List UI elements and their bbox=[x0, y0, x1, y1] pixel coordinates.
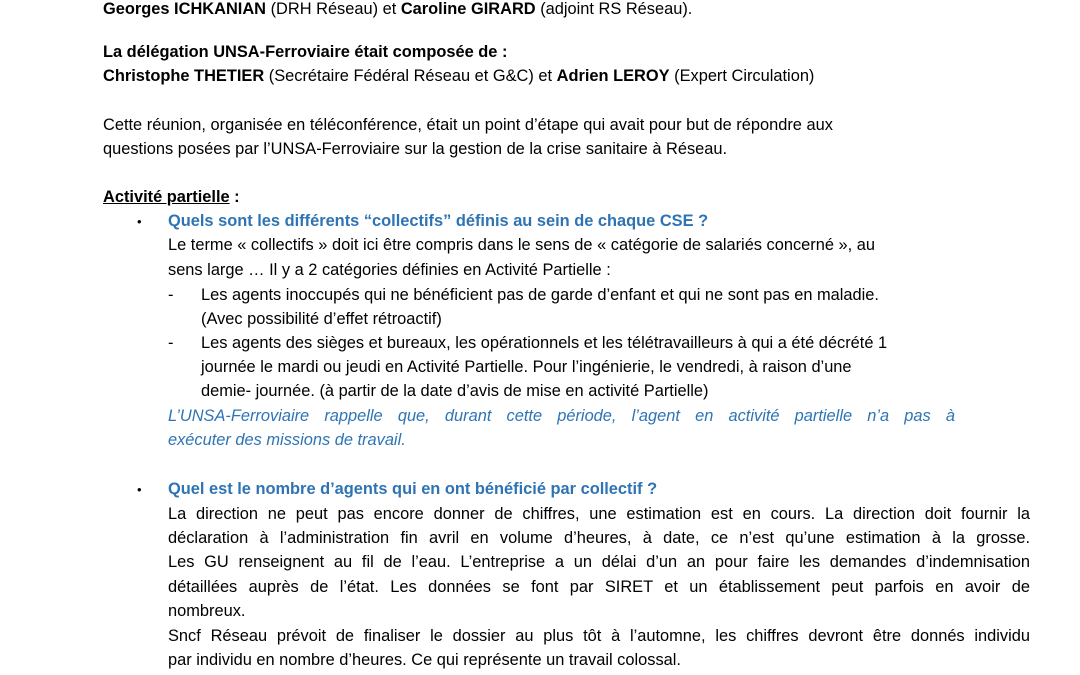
question-2: Quel est le nombre d’agents qui en ont bénéficié par collectif ? bbox=[168, 480, 658, 498]
answer-line: Les GU renseignent au fil de l’eau. L’entreprise a un délai d’un an pour faire les demandes d’indemnisation bbox=[168, 553, 1030, 571]
unsa-note-line: L’UNSA-Ferroviaire rappelle que, durant cette période, l’agent en activité partielle n’a pas à bbox=[168, 407, 955, 425]
attendee-name: Georges ICHKANIAN bbox=[103, 0, 267, 18]
intro-paragraph-line: questions posées par l’UNSA-Ferroviaire sur la gestion de la crise sanitaire à Réseau. bbox=[103, 140, 728, 158]
section-heading bbox=[103, 185, 240, 209]
attendee-name: Caroline GIRARD bbox=[400, 0, 536, 18]
subitem-line: journée le mardi ou jeudi en Activité Partielle. Pour l’ingénierie, le vendredi, à raison d’une bbox=[201, 358, 852, 376]
answer-line: Sncf Réseau prévoit de finaliser le dossier au plus tôt à l’automne, les chiffres devront être donnés individu bbox=[168, 627, 1030, 645]
attendee-role: (DRH Réseau) et bbox=[266, 0, 401, 18]
dash-bullet: - bbox=[168, 334, 174, 352]
bullet-icon: • bbox=[137, 214, 142, 229]
bullet-icon: • bbox=[137, 482, 142, 497]
answer-line: sens large … Il y a 2 catégories définies en Activité Partielle : bbox=[168, 261, 611, 279]
dash-bullet: - bbox=[168, 286, 174, 304]
member-name: Adrien LEROY bbox=[556, 67, 670, 85]
answer-line: nombreux. bbox=[168, 602, 246, 620]
section-heading-text: Activité partielle bbox=[103, 188, 230, 206]
subitem-line: (Avec possibilité d’effet rétroactif) bbox=[201, 310, 442, 328]
subitem-line: demie- journée. (à partir de la date d’avis de mise en activité Partielle) bbox=[201, 382, 709, 400]
answer-line: par individu en nombre d’heures. Ce qui représente un travail colossal. bbox=[168, 651, 681, 669]
answer-line: détaillées auprès de l’état. Les données se font par SIRET et un établissement peut parfois en avoir de bbox=[168, 578, 1030, 596]
answer-line: déclaration à l’administration fin avril en volume d’heures, à date, ce n’est qu’une estimation à la grosse. bbox=[168, 529, 1030, 547]
member-role: (Expert Circulation) bbox=[669, 67, 815, 85]
delegation-members bbox=[103, 64, 814, 88]
attendee-role: (adjoint RS Réseau). bbox=[535, 0, 693, 18]
section-heading-colon: : bbox=[229, 188, 240, 206]
member-role: (Secrétaire Fédéral Réseau et G&C) et bbox=[264, 67, 557, 85]
question-1: Quels sont les différents “collectifs” définis au sein de chaque CSE ? bbox=[168, 212, 709, 230]
attendees-line bbox=[103, 0, 692, 21]
subitem-line: Les agents des sièges et bureaux, les opérationnels et les télétravailleurs à qui a été décrété 1 bbox=[201, 334, 888, 352]
delegation-heading: La délégation UNSA-Ferroviaire était composée de : bbox=[103, 43, 508, 61]
intro-paragraph-line: Cette réunion, organisée en téléconférence, était un point d’étape qui avait pour but de répondre aux bbox=[103, 116, 833, 134]
subitem-line: Les agents inoccupés qui ne bénéficient pas de garde d’enfant et qui ne sont pas en maladie. bbox=[201, 286, 879, 304]
member-name: Christophe THETIER bbox=[103, 67, 265, 85]
answer-line: Le terme « collectifs » doit ici être compris dans le sens de « catégorie de salariés concerné », au bbox=[168, 236, 875, 254]
answer-line: La direction ne peut pas encore donner de chiffres, une estimation est en cours. La direction doit fournir la bbox=[168, 505, 1030, 523]
unsa-note-line: exécuter des missions de travail. bbox=[168, 431, 406, 449]
